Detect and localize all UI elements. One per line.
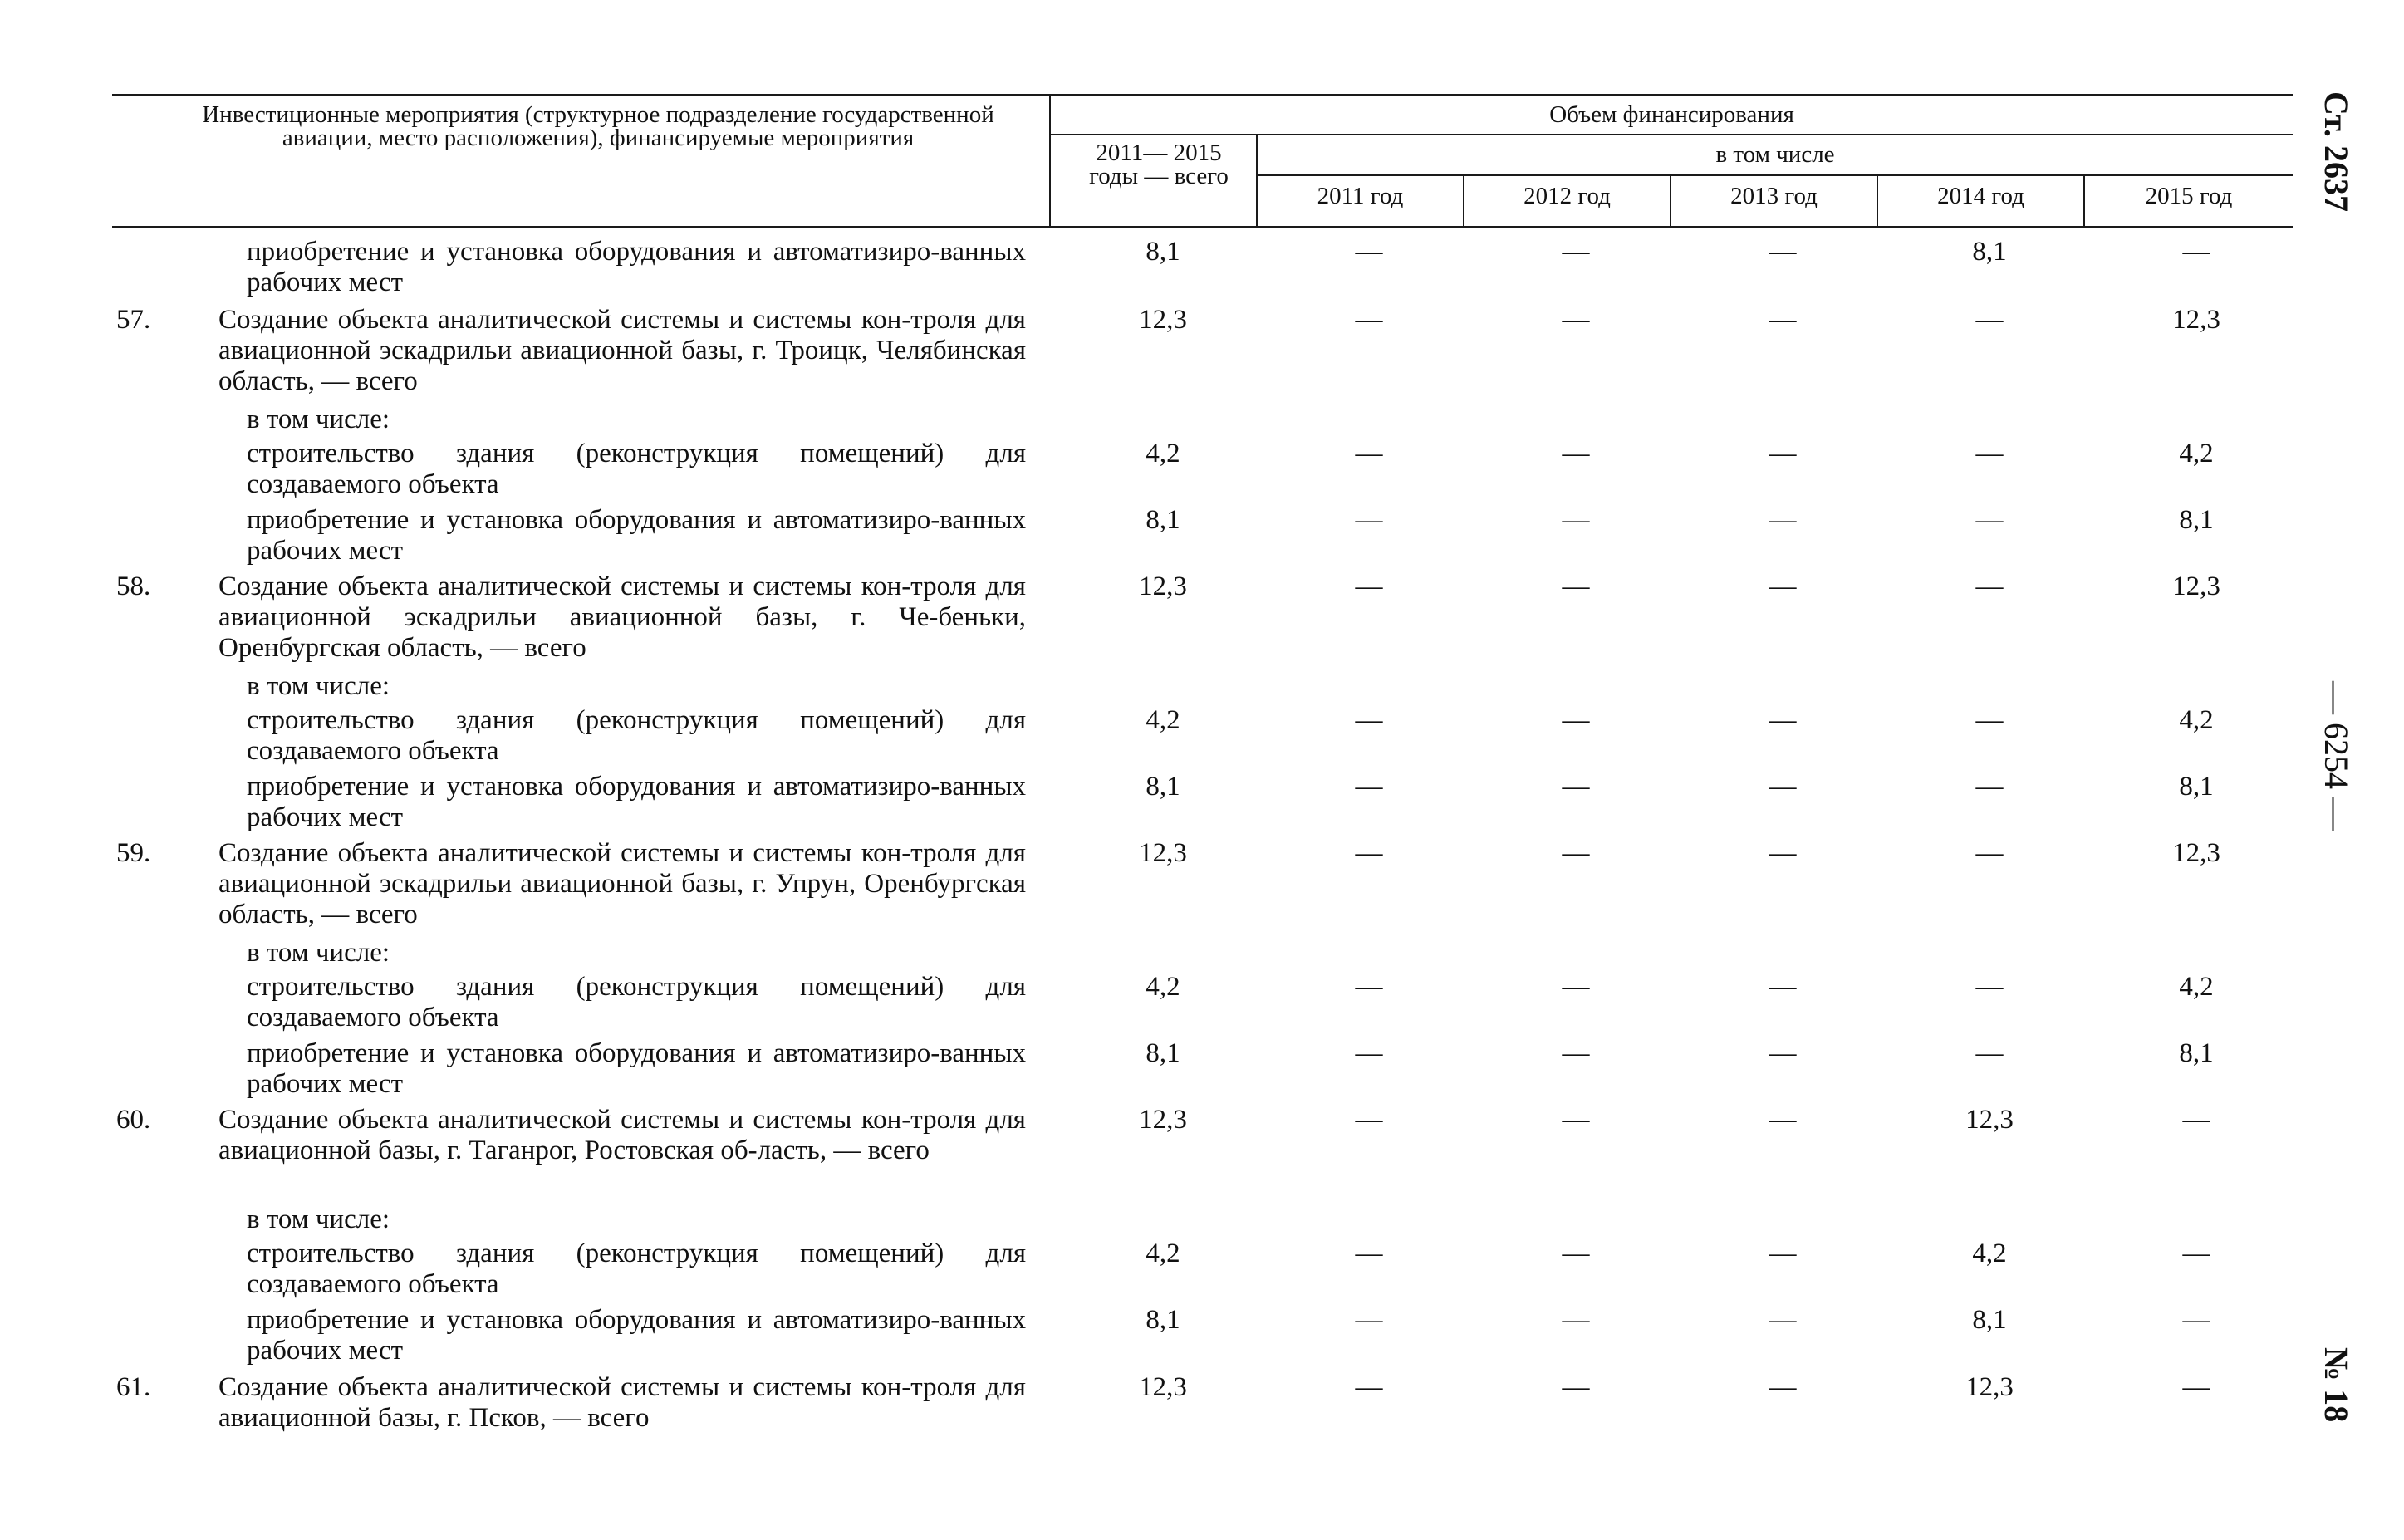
cell-total: 4,2 bbox=[1146, 1238, 1180, 1268]
cell-total: 4,2 bbox=[1146, 439, 1180, 468]
cell-year-2013: — bbox=[1769, 838, 1797, 868]
cell-total: 12,3 bbox=[1139, 1105, 1187, 1135]
cell-year-2012: — bbox=[1562, 1238, 1590, 1268]
cell-year-2014: — bbox=[1975, 972, 2004, 1002]
cell-year-2011: — bbox=[1355, 1105, 1383, 1135]
cell-year-2015: 12,3 bbox=[2172, 571, 2220, 601]
cell-year-2014: — bbox=[1975, 705, 2004, 735]
cell-year-2012: — bbox=[1562, 305, 1590, 335]
cell-year-2015: — bbox=[2182, 237, 2210, 267]
cell-year-2014: 8,1 bbox=[1972, 237, 2007, 267]
cell-year-2011: — bbox=[1355, 1305, 1383, 1335]
row-number: 61. bbox=[116, 1372, 151, 1402]
cell-year-2013: — bbox=[1769, 1305, 1797, 1335]
cell-year-2012: — bbox=[1562, 1305, 1590, 1335]
cell-year-2015: 4,2 bbox=[2179, 972, 2214, 1002]
header-year-2013: 2013 год bbox=[1730, 183, 1818, 209]
cell-year-2013: — bbox=[1769, 571, 1797, 601]
cell-year-2015: — bbox=[2182, 1105, 2210, 1135]
cell-year-2011: — bbox=[1355, 439, 1383, 468]
cell-total: 8,1 bbox=[1146, 237, 1180, 267]
cell-year-2013: — bbox=[1769, 1238, 1797, 1268]
cell-year-2011: — bbox=[1355, 1372, 1383, 1402]
cell-total: 8,1 bbox=[1146, 1038, 1180, 1068]
header-year-2014: 2014 год bbox=[1937, 183, 2024, 209]
cell-year-2015: 12,3 bbox=[2172, 838, 2220, 868]
header-year-2012: 2012 год bbox=[1523, 183, 1611, 209]
cell-year-2015: 8,1 bbox=[2179, 505, 2214, 535]
cell-year-2013: — bbox=[1769, 772, 1797, 802]
row-description: Создание объекта аналитической системы и системы кон-троля для авиационной эскадрильи авиационной базы, г. Че-беньки, Оренбургская область, — всего bbox=[218, 571, 1026, 663]
row-number: 59. bbox=[116, 838, 151, 868]
header-including: в том числе bbox=[1715, 141, 1835, 168]
row-label: в том числе: bbox=[247, 1204, 390, 1234]
row-number: 57. bbox=[116, 305, 151, 335]
cell-year-2011: — bbox=[1355, 705, 1383, 735]
cell-year-2012: — bbox=[1562, 1038, 1590, 1068]
issue-number: № 18 bbox=[2318, 1347, 2355, 1423]
cell-total: 12,3 bbox=[1139, 1372, 1187, 1402]
cell-year-2015: — bbox=[2182, 1305, 2210, 1335]
cell-year-2011: — bbox=[1355, 1238, 1383, 1268]
row-label: в том числе: bbox=[247, 671, 390, 701]
cell-year-2014: — bbox=[1975, 305, 2004, 335]
cell-year-2014: — bbox=[1975, 772, 2004, 802]
row-description: строительство здания (реконструкция помещений) для создаваемого объекта bbox=[247, 439, 1026, 499]
cell-year-2013: — bbox=[1769, 1372, 1797, 1402]
cell-total: 12,3 bbox=[1139, 571, 1187, 601]
cell-year-2012: — bbox=[1562, 237, 1590, 267]
cell-year-2012: — bbox=[1562, 571, 1590, 601]
row-label: в том числе: bbox=[247, 405, 390, 434]
cell-year-2013: — bbox=[1769, 439, 1797, 468]
cell-year-2011: — bbox=[1355, 505, 1383, 535]
cell-year-2011: — bbox=[1355, 972, 1383, 1002]
row-description: приобретение и установка оборудования и автоматизиро-ванных рабочих мест bbox=[247, 505, 1026, 566]
cell-year-2011: — bbox=[1355, 305, 1383, 335]
header-bottom-rule bbox=[112, 226, 2293, 228]
cell-year-2015: 4,2 bbox=[2179, 439, 2214, 468]
cell-year-2013: — bbox=[1769, 1105, 1797, 1135]
cell-year-2014: — bbox=[1975, 505, 2004, 535]
row-number: 58. bbox=[116, 571, 151, 601]
cell-year-2014: — bbox=[1975, 838, 2004, 868]
row-description: приобретение и установка оборудования и автоматизиро-ванных рабочих мест bbox=[247, 772, 1026, 832]
cell-year-2014: — bbox=[1975, 571, 2004, 601]
cell-year-2011: — bbox=[1355, 772, 1383, 802]
cell-year-2013: — bbox=[1769, 505, 1797, 535]
row-description: Создание объекта аналитической системы и системы кон-троля для авиационной базы, г. Таганрог, Ростовская об-ласть, — всего bbox=[218, 1105, 1026, 1165]
cell-year-2013: — bbox=[1769, 705, 1797, 735]
cell-year-2014: 8,1 bbox=[1972, 1305, 2007, 1335]
funding-sub-rule bbox=[1049, 134, 2293, 135]
page-label: Ст. 2637 bbox=[2318, 91, 2355, 212]
cell-total: 4,2 bbox=[1146, 705, 1180, 735]
cell-total: 8,1 bbox=[1146, 1305, 1180, 1335]
header-funding: Объем финансирования bbox=[1549, 101, 1794, 128]
cell-year-2014: 4,2 bbox=[1972, 1238, 2007, 1268]
cell-year-2012: — bbox=[1562, 838, 1590, 868]
cell-year-2012: — bbox=[1562, 1105, 1590, 1135]
cell-year-2013: — bbox=[1769, 1038, 1797, 1068]
cell-year-2012: — bbox=[1562, 439, 1590, 468]
cell-year-2015: 8,1 bbox=[2179, 1038, 2214, 1068]
cell-year-2011: — bbox=[1355, 237, 1383, 267]
header-year-2015: 2015 год bbox=[2145, 183, 2233, 209]
row-label: в том числе: bbox=[247, 938, 390, 968]
cell-year-2015: — bbox=[2182, 1372, 2210, 1402]
cell-total: 4,2 bbox=[1146, 972, 1180, 1002]
cell-total: 8,1 bbox=[1146, 505, 1180, 535]
header-column-name: Инвестиционные мероприятия (структурное подразделение государственной авиации, место расположения), финансируемые мероприятия bbox=[202, 101, 994, 151]
cell-total: 12,3 bbox=[1139, 305, 1187, 335]
cell-year-2014: 12,3 bbox=[1965, 1105, 2014, 1135]
including-sub-rule bbox=[1256, 174, 2293, 176]
row-description: строительство здания (реконструкция помещений) для создаваемого объекта bbox=[247, 1238, 1026, 1299]
row-description: Создание объекта аналитической системы и системы кон-троля для авиационной эскадрильи авиационной базы, г. Троицк, Челябинская область, — всего bbox=[218, 305, 1026, 396]
row-description: приобретение и установка оборудования и автоматизиро-ванных рабочих мест bbox=[247, 1305, 1026, 1366]
cell-year-2015: 8,1 bbox=[2179, 772, 2214, 802]
row-description: приобретение и установка оборудования и автоматизиро-ванных рабочих мест bbox=[247, 237, 1026, 297]
cell-year-2014: 12,3 bbox=[1965, 1372, 2014, 1402]
header-total: 2011— 2015 годы — всего bbox=[1089, 140, 1229, 189]
cell-year-2011: — bbox=[1355, 571, 1383, 601]
page-number: — 6254 — bbox=[2318, 681, 2355, 831]
cell-year-2012: — bbox=[1562, 705, 1590, 735]
row-description: Создание объекта аналитической системы и системы кон-троля для авиационной эскадрильи авиационной базы, г. Упрун, Оренбургская область, — всего bbox=[218, 838, 1026, 929]
cell-year-2012: — bbox=[1562, 972, 1590, 1002]
header-year-2011: 2011 год bbox=[1317, 183, 1404, 209]
cell-total: 8,1 bbox=[1146, 772, 1180, 802]
cell-year-2014: — bbox=[1975, 1038, 2004, 1068]
row-number: 60. bbox=[116, 1105, 151, 1135]
cell-year-2013: — bbox=[1769, 972, 1797, 1002]
row-description: строительство здания (реконструкция помещений) для создаваемого объекта bbox=[247, 972, 1026, 1032]
cell-total: 12,3 bbox=[1139, 838, 1187, 868]
cell-year-2012: — bbox=[1562, 772, 1590, 802]
cell-year-2013: — bbox=[1769, 237, 1797, 267]
cell-year-2015: 4,2 bbox=[2179, 705, 2214, 735]
row-description: строительство здания (реконструкция помещений) для создаваемого объекта bbox=[247, 705, 1026, 766]
table-top-rule bbox=[112, 94, 2293, 96]
cell-year-2014: — bbox=[1975, 439, 2004, 468]
cell-year-2013: — bbox=[1769, 305, 1797, 335]
row-description: Создание объекта аналитической системы и системы кон-троля для авиационной базы, г. Псков, — всего bbox=[218, 1372, 1026, 1433]
cell-year-2015: — bbox=[2182, 1238, 2210, 1268]
cell-year-2011: — bbox=[1355, 1038, 1383, 1068]
cell-year-2012: — bbox=[1562, 1372, 1590, 1402]
cell-year-2015: 12,3 bbox=[2172, 305, 2220, 335]
cell-year-2012: — bbox=[1562, 505, 1590, 535]
row-description: приобретение и установка оборудования и автоматизиро-ванных рабочих мест bbox=[247, 1038, 1026, 1099]
cell-year-2011: — bbox=[1355, 838, 1383, 868]
